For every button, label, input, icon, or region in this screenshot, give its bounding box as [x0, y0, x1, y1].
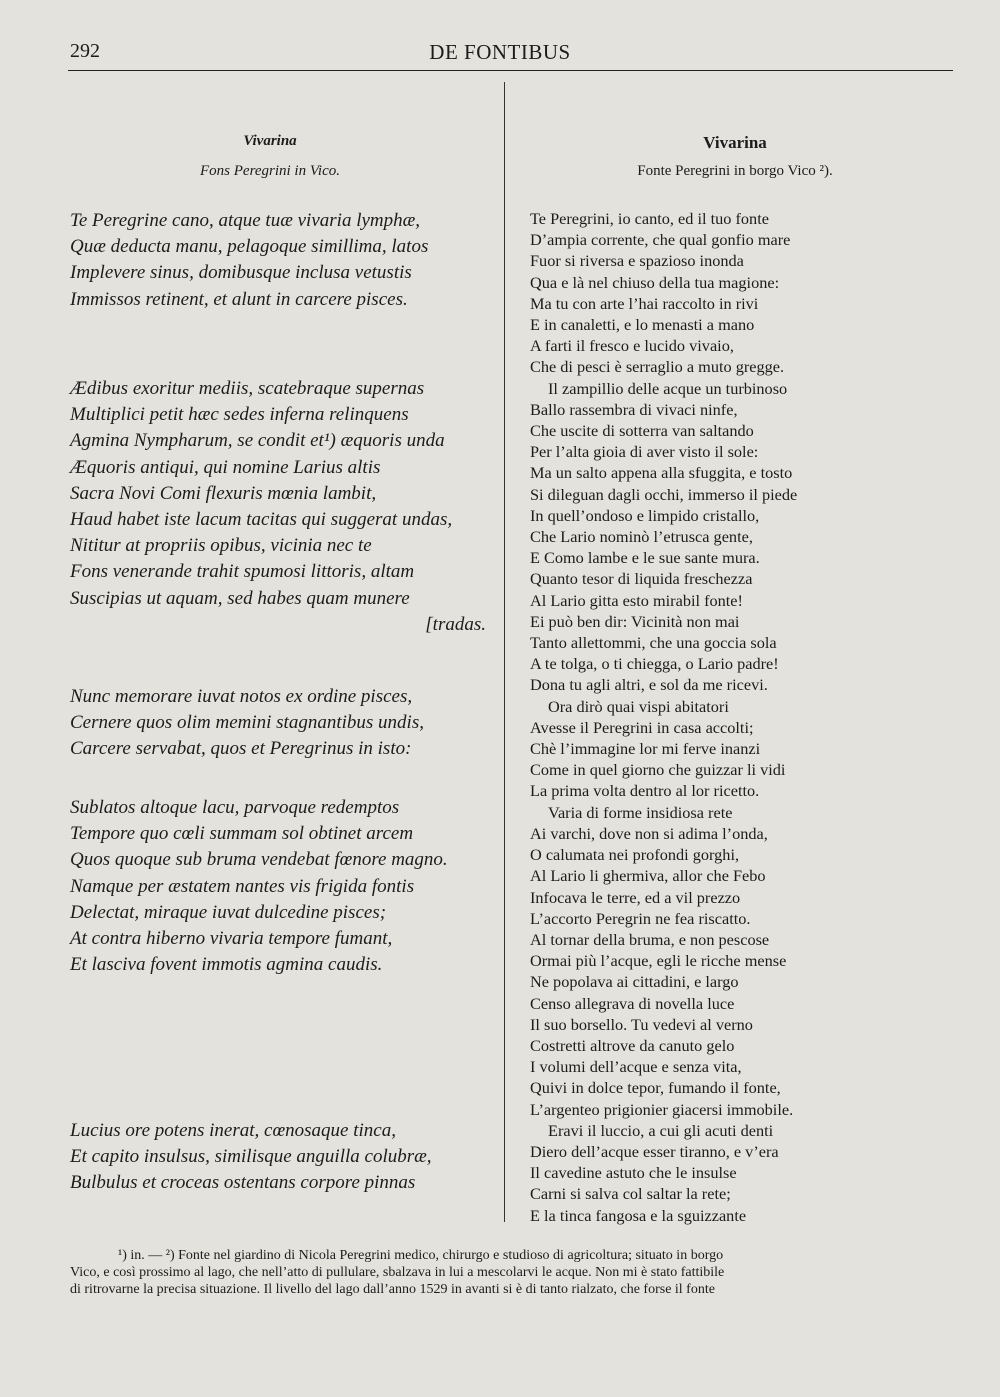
verse-line: E in canaletti, e lo menasti a mano: [530, 315, 755, 335]
verse-line: Quivi in dolce tepor, fumando il fonte,: [530, 1078, 781, 1098]
verse-line: Al Lario gitta esto mirabil fonte!: [530, 590, 743, 610]
verse-line: At contra hiberno vivaria tempore fumant,: [70, 928, 393, 950]
verse-line: Il zampillio delle acque un turbinoso: [548, 378, 788, 398]
page-number: 292: [70, 40, 100, 62]
verse-line: Come in quel giorno che guizzar li vidi: [530, 760, 786, 780]
italian-poem-title: Vivarina: [703, 133, 767, 152]
verse-line: Carni si salva col saltar la rete;: [530, 1184, 731, 1204]
italian-verse: [530, 208, 950, 1226]
verse-line: Ma un salto appena alla sfuggita, e tosto: [530, 463, 793, 483]
verse-line: Et lasciva fovent immotis agmina caudis.: [70, 954, 383, 976]
verse-line: Ei può ben dir: Vicinità non mai: [530, 611, 740, 631]
verse-line: Che di pesci è serraglio a muto gregge.: [530, 357, 785, 377]
verse-line: Carcere servabat, quos et Peregrinus in isto:: [70, 738, 412, 760]
verse-line: Per l’alta gioia di aver visto il sole:: [530, 442, 759, 462]
column-divider: [504, 82, 505, 1222]
footnote-line: di ritrovarne la precisa situazione. Il livello del lago dall’anno 1529 in avanti si è di tanto rialzato, che forse il fonte: [70, 1282, 715, 1297]
verse-line: Dona tu agli altri, e sol da me ricevi.: [530, 675, 768, 695]
verse-line: Nunc memorare iuvat notos ex ordine pisces,: [70, 686, 413, 707]
verse-line: Sacra Novi Comi flexuris mœnia lambit,: [70, 482, 377, 504]
verse-line: A te tolga, o ti chiegga, o Lario padre!: [530, 654, 779, 674]
verse-line: Ballo rassembra di vivaci ninfe,: [530, 399, 738, 419]
verse-line: Tanto allettommi, che una goccia sola: [530, 633, 777, 653]
verse-line: Eravi il luccio, a cui gli acuti denti: [548, 1120, 774, 1140]
verse-line: A farti il fresco e lucido vivaio,: [530, 336, 734, 356]
footnotes: [70, 1247, 950, 1298]
verse-line: Si dileguan dagli occhi, immerso il piede: [530, 484, 798, 504]
verse-line: Multiplici petit hæc sedes inferna relinquens: [70, 404, 409, 426]
verse-line: Quos quoque sub bruma vendebat fœnore magno.: [70, 849, 448, 871]
verse-line: Avesse il Peregrini in casa accolti;: [530, 717, 754, 737]
latin-poem-title: Vivarina: [243, 133, 297, 149]
verse-line: Che uscite di sotterra van saltando: [530, 421, 754, 441]
verse-line: Quæ deducta manu, pelagoque simillima, latos: [70, 236, 429, 258]
verse-line: Censo allegrava di novella luce: [530, 993, 735, 1013]
verse-line: Al Lario li ghermiva, allor che Febo: [530, 866, 766, 886]
verse-line-continuation: [tradas.: [425, 613, 486, 635]
verse-line: Al tornar della bruma, e non pescose: [530, 929, 770, 949]
verse-line: Implevere sinus, domibusque inclusa vetustis: [70, 262, 412, 284]
verse-line: Agmina Nympharum, se condit et¹) æquoris unda: [70, 430, 445, 452]
verse-line: Il cavedine astuto che le insulse: [530, 1163, 737, 1183]
verse-line: Ai varchi, dove non si adima l’onda,: [530, 823, 768, 843]
verse-line: O calumata nei profondi gorghi,: [530, 845, 740, 865]
verse-line: Ma tu con arte l’hai raccolto in rivi: [530, 293, 759, 313]
verse-line: Qua e là nel chiuso della tua magione:: [530, 272, 780, 292]
verse-line: L’accorto Peregrin ne fea riscatto.: [530, 908, 751, 928]
verse-line: Bulbulus et croceas ostentans corpore pinnas: [70, 1172, 416, 1194]
verse-line: Chè l’immagine lor mi ferve inanzi: [530, 739, 761, 759]
verse-line: Suscipias ut aquam, sed habes quam munere: [70, 587, 410, 609]
verse-line: Namque per æstatem nantes vis frigida fontis: [70, 875, 415, 897]
latin-stanza-5: [70, 1118, 490, 1197]
latin-stanza-3: [70, 684, 490, 763]
verse-line: Et capito insulsus, similisque anguilla colubræ,: [70, 1146, 432, 1168]
verse-line: Te Peregrine cano, atque tuæ vivaria lymphæ,: [70, 210, 421, 231]
verse-line: L’argenteo prigionier giacersi immobile.: [530, 1099, 794, 1119]
verse-line: In quell’ondoso e limpido cristallo,: [530, 505, 760, 525]
footnote-line: ¹) in. — ²) Fonte nel giardino di Nicola Peregrini medico, chirurgo e studioso di agricoltura; situato in borgo: [118, 1248, 724, 1263]
verse-line: Ædibus exoritur mediis, scatebraque supernas: [70, 378, 425, 399]
verse-line: Quanto tesor di liquida freschezza: [530, 569, 753, 589]
verse-line: Ne popolava ai cittadini, e largo: [530, 972, 739, 992]
verse-line: Costretti altrove da canuto gelo: [530, 1035, 735, 1055]
italian-poem-subtitle: Fonte Peregrini in borgo Vico ²).: [637, 163, 833, 179]
verse-line: Fuor si riversa e spazioso inonda: [530, 251, 744, 271]
running-head: DE FONTIBUS: [429, 40, 571, 64]
verse-line: Che Lario nominò l’etrusca gente,: [530, 527, 753, 547]
verse-line: Delectat, miraque iuvat dulcedine pisces;: [70, 901, 387, 923]
verse-line: Ormai più l’acque, egli le ricche mense: [530, 951, 787, 971]
verse-line: Il suo borsello. Tu vedevi al verno: [530, 1014, 753, 1034]
verse-line: E Como lambe e le sue sante mura.: [530, 548, 760, 568]
verse-line: Tempore quo cœli summam sol obtinet arcem: [70, 823, 414, 845]
verse-line: Ora dirò quai vispi abitatori: [548, 696, 729, 716]
latin-poem-subtitle: Fons Peregrini in Vico.: [200, 163, 340, 179]
verse-line: Æquoris antiqui, qui nomine Larius altis: [70, 456, 381, 478]
verse-line: Haud habet iste lacum tacitas qui suggerat undas,: [70, 509, 453, 531]
verse-line: Sublatos altoque lacu, parvoque redemptos: [70, 797, 400, 818]
verse-line: E la tinca fangosa e la sguizzante: [530, 1205, 747, 1225]
latin-stanza-2: [70, 376, 490, 638]
verse-line: I volumi dell’acque e senza vita,: [530, 1057, 742, 1077]
verse-line: Infocava le terre, ed a vil prezzo: [530, 887, 741, 907]
verse-line: Nititur at propriis opibus, vicinia nec te: [70, 535, 372, 557]
verse-line: Diero dell’acque esser tiranno, e v’era: [530, 1141, 779, 1161]
verse-line: D’ampia corrente, che qual gonfio mare: [530, 230, 791, 250]
header-rule: [68, 70, 953, 71]
verse-line: Cernere quos olim memini stagnantibus undis,: [70, 712, 424, 734]
verse-line: La prima volta dentro al lor ricetto.: [530, 781, 760, 801]
verse-line: Varia di forme insidiosa rete: [548, 802, 733, 822]
latin-stanza-1: [70, 208, 490, 313]
verse-line: Lucius ore potens inerat, cœnosaque tinca,: [70, 1120, 396, 1141]
verse-line: Immissos retinent, et alunt in carcere pisces.: [70, 288, 408, 310]
latin-stanza-4: [70, 795, 490, 978]
verse-line: Fons venerande trahit spumosi littoris, altam: [70, 561, 415, 583]
verse-line: Te Peregrini, io canto, ed il tuo fonte: [530, 209, 769, 228]
footnote-line: Vico, e così prossimo al lago, che nell’atto di pullulare, sbalzava in lui a mescolarvi le acque. Non mi è stato fattibile: [70, 1265, 725, 1280]
